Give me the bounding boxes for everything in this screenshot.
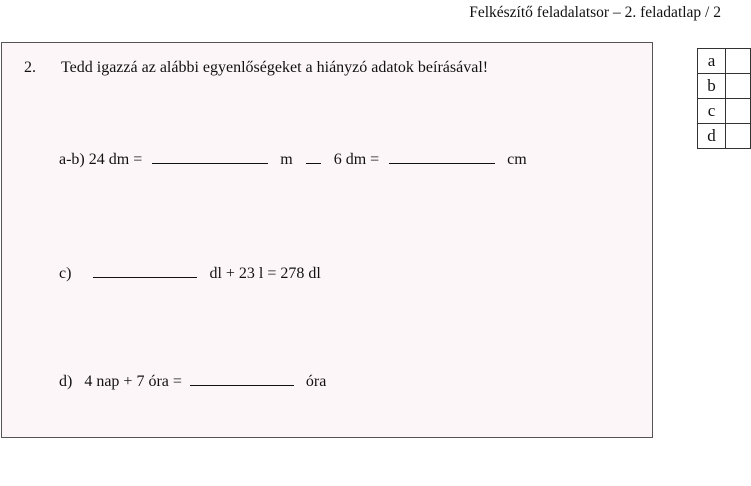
row-ab-part2: 6 dm =	[333, 151, 380, 168]
task-box	[1, 42, 653, 438]
answer-blank-c[interactable]	[93, 263, 197, 278]
score-label-d: d	[698, 124, 726, 149]
row-ab-unit1: m	[280, 151, 293, 168]
answer-blank-d[interactable]	[190, 371, 294, 386]
question-instruction: Tedd igazzá az alábbi egyenlőségeket a hiányzó adatok beírásával!	[61, 59, 489, 76]
score-table	[697, 48, 751, 149]
row-d	[59, 371, 326, 391]
row-ab-label: a-b)	[59, 151, 85, 168]
score-cell-a[interactable]	[726, 49, 751, 74]
row-ab	[59, 149, 527, 169]
row-ab-part1: 24 dm =	[88, 151, 143, 168]
score-row-c	[698, 99, 751, 124]
score-row-a	[698, 49, 751, 74]
score-label-c: c	[698, 99, 726, 124]
question-number: 2.	[24, 59, 36, 76]
row-ab-unit2: cm	[507, 151, 527, 168]
score-label-a: a	[698, 49, 726, 74]
score-cell-b[interactable]	[726, 74, 751, 99]
row-c-rest: dl + 23 l = 278 dl	[209, 265, 321, 282]
score-row-b	[698, 74, 751, 99]
row-d-label: d)	[59, 373, 73, 390]
row-c-label: c)	[59, 265, 72, 282]
minus-dash	[306, 155, 321, 164]
row-d-unit: óra	[305, 373, 327, 390]
row-d-part: 4 nap + 7 óra =	[84, 373, 182, 390]
answer-blank-a[interactable]	[152, 149, 268, 164]
row-c	[59, 263, 321, 283]
answer-blank-b[interactable]	[389, 149, 495, 164]
score-cell-c[interactable]	[726, 99, 751, 124]
page-header: Felkészítő feladalatsor – 2. feladatlap / 2	[469, 4, 721, 21]
score-cell-d[interactable]	[726, 124, 751, 149]
score-row-d	[698, 124, 751, 149]
score-label-b: b	[698, 74, 726, 99]
